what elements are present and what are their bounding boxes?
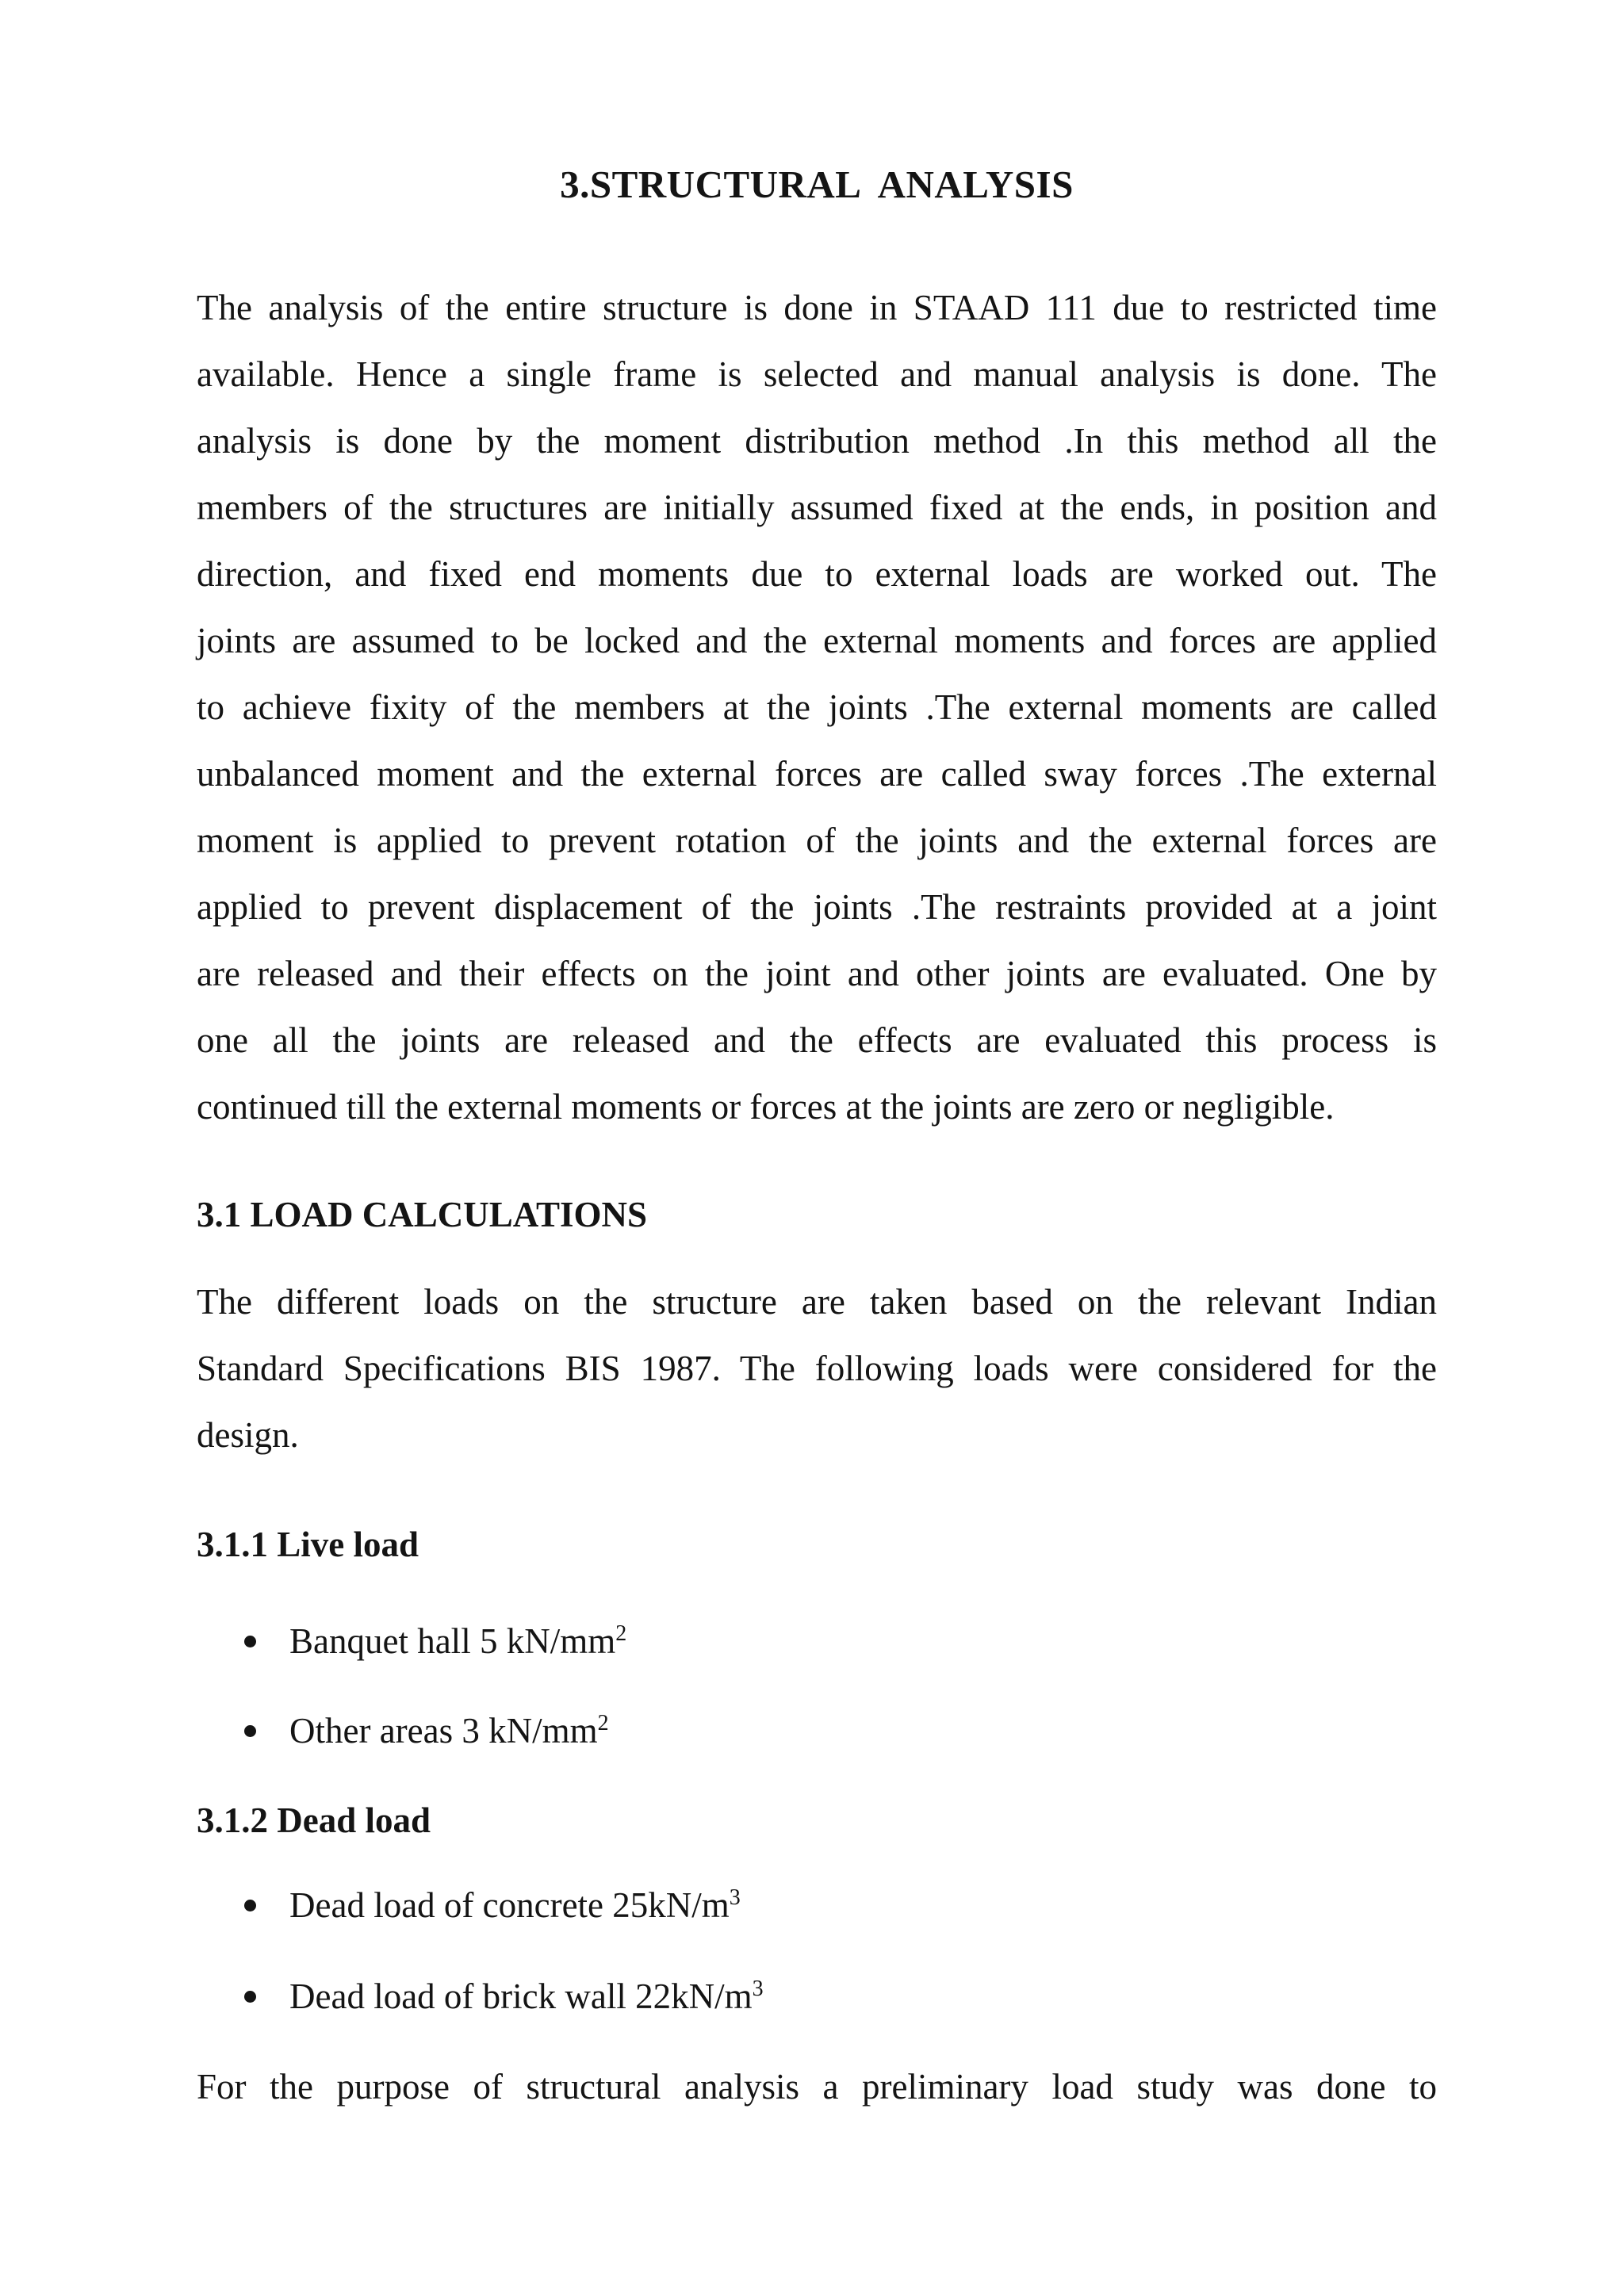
bullet-icon <box>244 1725 256 1737</box>
list-item-text: Dead load of concrete 25kN/m <box>289 1885 730 1925</box>
list-item <box>244 1967 764 2026</box>
paragraph-line: analysis is done by the moment distribution method .In this method all the <box>197 421 1437 461</box>
intro-paragraph <box>197 274 1437 1140</box>
superscript: 3 <box>752 1976 764 2001</box>
superscript: 2 <box>615 1621 627 1646</box>
list-item-text: Other areas 3 kN/mm <box>289 1711 598 1751</box>
paragraph-line: to achieve fixity of the members at the joints .The external moments are called <box>197 687 1437 727</box>
bullet-icon <box>244 1636 256 1647</box>
paragraph-line: members of the structures are initially assumed fixed at the ends, in position and <box>197 488 1437 527</box>
paragraph-line: Standard Specifications BIS 1987. The following loads were considered for the <box>197 1349 1437 1388</box>
paragraph-line: The different loads on the structure are taken based on the relevant Indian <box>197 1282 1437 1322</box>
paragraph-line: The analysis of the entire structure is done in STAAD 111 due to restricted time <box>197 288 1437 327</box>
load-calculations-paragraph <box>197 1269 1437 1468</box>
closing-paragraph <box>197 2053 1437 2120</box>
superscript: 2 <box>597 1711 609 1735</box>
superscript: 3 <box>729 1885 741 1910</box>
document-page <box>197 0 1437 2296</box>
paragraph-line: direction, and fixed end moments due to external loads are worked out. The <box>197 554 1437 594</box>
list-item-text: Dead load of brick wall 22kN/m <box>289 1976 753 2016</box>
list-item <box>244 1876 741 1934</box>
paragraph-line: are released and their effects on the joint and other joints are evaluated. One by <box>197 954 1437 993</box>
section-heading-dead-load: 3.1.2 Dead load <box>197 1800 431 1840</box>
paragraph-line: For the purpose of structural analysis a preliminary load study was done to <box>197 2067 1437 2107</box>
paragraph-line: one all the joints are released and the effects are evaluated this process is <box>197 1020 1437 1060</box>
section-heading-load-calculations: 3.1 LOAD CALCULATIONS <box>197 1195 647 1234</box>
paragraph-line: moment is applied to prevent rotation of the joints and the external forces are <box>197 821 1437 860</box>
bullet-icon <box>244 1900 256 1911</box>
section-heading-live-load: 3.1.1 Live load <box>197 1525 419 1564</box>
paragraph-line: joints are assumed to be locked and the external moments and forces are applied <box>197 621 1437 660</box>
paragraph-line: available. Hence a single frame is selected and manual analysis is done. The <box>197 354 1437 394</box>
paragraph-line: unbalanced moment and the external forces are called sway forces .The external <box>197 754 1437 794</box>
list-item <box>244 1701 609 1760</box>
list-item <box>244 1612 626 1670</box>
bullet-icon <box>244 1991 256 2003</box>
paragraph-line: design. <box>197 1415 299 1455</box>
page-title: 3.STRUCTURAL ANALYSIS <box>560 163 1074 206</box>
paragraph-line: applied to prevent displacement of the joints .The restraints provided at a joint <box>197 887 1437 927</box>
paragraph-line: continued till the external moments or forces at the joints are zero or negligible. <box>197 1087 1335 1127</box>
list-item-text: Banquet hall 5 kN/mm <box>289 1621 616 1661</box>
